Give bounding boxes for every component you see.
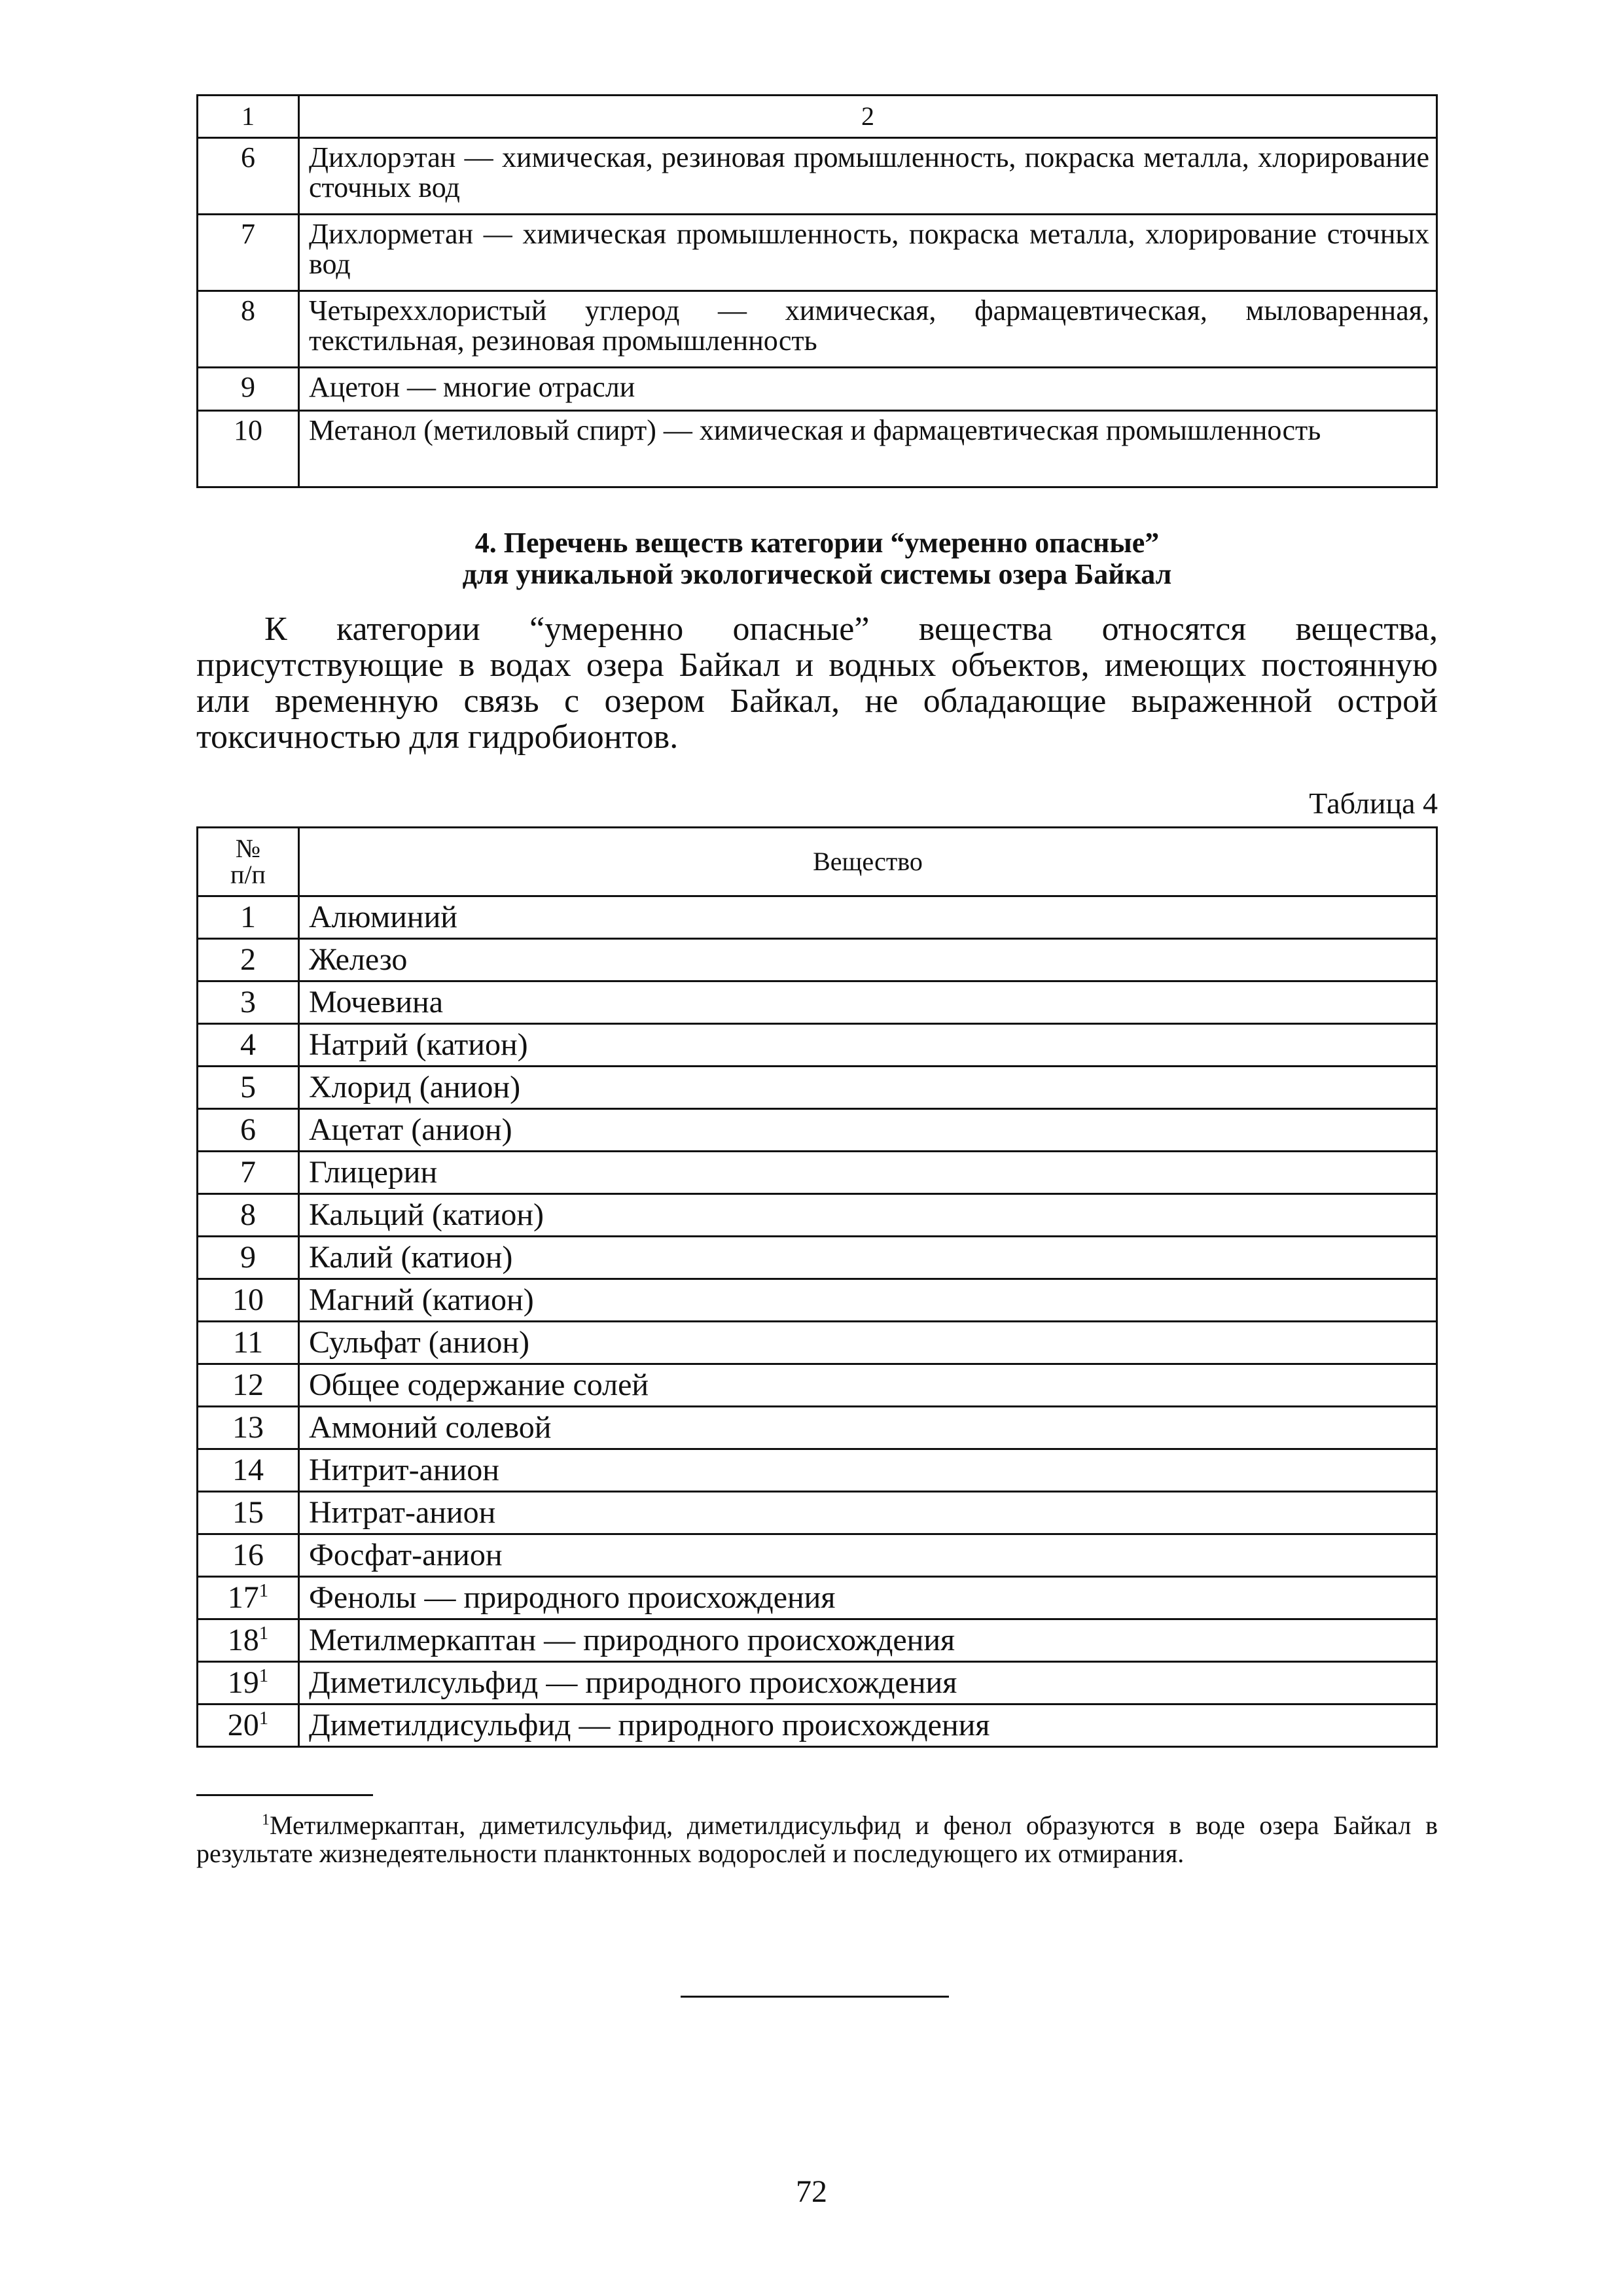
table-row [198, 1194, 1437, 1237]
footnote [196, 1811, 1438, 1867]
row-number [198, 1109, 299, 1152]
row-number-value: 4 [240, 1027, 256, 1062]
footnote-reference: 1 [259, 1623, 269, 1644]
substance-name: Диметилсульфид — природного происхождения [299, 1662, 1437, 1704]
end-divider [681, 1996, 949, 1998]
table-row [198, 1279, 1437, 1322]
row-number: 10 [198, 411, 299, 487]
row-number [198, 1152, 299, 1194]
row-number [198, 1194, 299, 1237]
substance-name: Ацетат (анион) [299, 1109, 1437, 1152]
table-row [198, 215, 1437, 291]
row-number [198, 939, 299, 981]
row-number [198, 1322, 299, 1364]
substance-name: Магний (катион) [299, 1279, 1437, 1322]
substance-name: Нитрат-анион [299, 1492, 1437, 1534]
table-row [198, 1237, 1437, 1279]
table-row [198, 1449, 1437, 1492]
row-text: Дихлорметан — химическая промышленность, покраска металла, хлорирование сточных вод [299, 215, 1437, 291]
substance-name: Фосфат-анион [299, 1534, 1437, 1577]
row-number-value: 20 [227, 1708, 259, 1742]
row-text: Метанол (метиловый спирт) — химическая и фармацевтическая промышленность [299, 411, 1437, 487]
table-row [198, 1662, 1437, 1704]
row-number-value: 19 [227, 1665, 259, 1700]
substance-name: Кальций (катион) [299, 1194, 1437, 1237]
substance-name: Диметилдисульфид — природного происхождения [299, 1704, 1437, 1747]
substance-name: Нитрит-анион [299, 1449, 1437, 1492]
row-number-value: 2 [240, 942, 256, 977]
table-row [198, 1322, 1437, 1364]
continuation-table [196, 94, 1438, 488]
table-row [198, 1492, 1437, 1534]
footnote-divider [196, 1794, 373, 1796]
row-number: 8 [198, 291, 299, 368]
row-number-value: 18 [227, 1623, 259, 1657]
table-row [198, 939, 1437, 981]
row-number [198, 1577, 299, 1619]
table-row [198, 368, 1437, 411]
substance-name: Общее содержание солей [299, 1364, 1437, 1407]
row-number: 7 [198, 215, 299, 291]
row-number [198, 1364, 299, 1407]
substance-name: Калий (катион) [299, 1237, 1437, 1279]
table-caption: Таблица 4 [1309, 786, 1438, 820]
footnote-text: Метилмеркаптан, диметилсульфид, диметилдисульфид и фенол образуются в воде озера Байкал в результате жизнедеятельности планктонных водорослей и последующего их отмирания. [196, 1810, 1438, 1868]
table-row [198, 1152, 1437, 1194]
table-row [198, 896, 1437, 939]
row-number [198, 1492, 299, 1534]
row-number [198, 896, 299, 939]
row-number-value: 15 [232, 1495, 264, 1530]
row-number [198, 1662, 299, 1704]
row-number-value: 11 [232, 1325, 264, 1360]
substance-name: Сульфат (анион) [299, 1322, 1437, 1364]
substance-name: Метилмеркаптан — природного происхождения [299, 1619, 1437, 1662]
substance-name: Глицерин [299, 1152, 1437, 1194]
row-number-value: 13 [232, 1410, 264, 1445]
footnote-reference: 1 [259, 1580, 269, 1601]
page-number: 72 [796, 2174, 827, 2209]
row-number-value: 6 [240, 1112, 256, 1147]
substance-name: Аммоний солевой [299, 1407, 1437, 1449]
continuation-table-header [198, 96, 1437, 138]
row-number [198, 1024, 299, 1067]
number-column-header [198, 828, 299, 896]
table-row [198, 1067, 1437, 1109]
row-number [198, 1534, 299, 1577]
row-number [198, 1704, 299, 1747]
number-abbrev: п/п [230, 860, 266, 889]
row-number-value: 3 [240, 985, 256, 1019]
table-row [198, 1407, 1437, 1449]
substance-name: Фенолы — природного происхождения [299, 1577, 1437, 1619]
substance-column-header: Вещество [299, 828, 1437, 896]
row-number [198, 1407, 299, 1449]
table-row [198, 1364, 1437, 1407]
row-number-value: 9 [240, 1240, 256, 1275]
row-number: 6 [198, 138, 299, 215]
row-text: Дихлорэтан — химическая, резиновая промышленность, покраска металла, хлорирование сточных вод [299, 138, 1437, 215]
row-number [198, 1067, 299, 1109]
intro-paragraph: К категории “умеренно опасные” вещества относятся вещества, присутствующие в водах озера Байкал и водных объектов, имеющих постоянную или временную связь с озером Байкал, не обладающие выраженной острой токсичностью для гидробионтов. [196, 610, 1438, 756]
row-number-value: 14 [232, 1453, 264, 1487]
row-number-value: 16 [232, 1538, 264, 1572]
section-heading-line: 4. Перечень веществ категории “умеренно опасные” [474, 527, 1160, 559]
row-number-value: 1 [240, 900, 256, 934]
number-sign: № [235, 834, 261, 863]
section-heading-line: для уникальной экологической системы озера Байкал [462, 558, 1172, 590]
footnote-marker: 1 [262, 1811, 270, 1829]
row-number [198, 981, 299, 1024]
section-heading [196, 527, 1438, 590]
table-row [198, 1024, 1437, 1067]
footnote-reference: 1 [259, 1708, 269, 1729]
substance-name: Железо [299, 939, 1437, 981]
row-text: Четыреххлористый углерод — химическая, фармацевтическая, мыловаренная, текстильная, резиновая промышленность [299, 291, 1437, 368]
row-number-value: 7 [240, 1155, 256, 1190]
substances-table-header [198, 828, 1437, 896]
substances-table [196, 826, 1438, 1748]
substance-name: Мочевина [299, 981, 1437, 1024]
table-row [198, 1619, 1437, 1662]
table-row [198, 1109, 1437, 1152]
table-row [198, 1577, 1437, 1619]
substance-name: Алюминий [299, 896, 1437, 939]
row-number: 9 [198, 368, 299, 411]
footnote-reference: 1 [259, 1665, 269, 1686]
row-number-value: 12 [232, 1368, 264, 1402]
column-text-header: 2 [299, 96, 1437, 138]
row-number-value: 17 [227, 1580, 259, 1615]
row-number [198, 1279, 299, 1322]
row-number [198, 1449, 299, 1492]
row-number [198, 1237, 299, 1279]
row-number-value: 5 [240, 1070, 256, 1104]
row-text: Ацетон — многие отрасли [299, 368, 1437, 411]
row-number [198, 1619, 299, 1662]
row-number-value: 10 [232, 1282, 264, 1317]
table-row [198, 1534, 1437, 1577]
table-row [198, 138, 1437, 215]
table-row [198, 1704, 1437, 1747]
column-number-header: 1 [198, 96, 299, 138]
table-row [198, 291, 1437, 368]
substance-name: Хлорид (анион) [299, 1067, 1437, 1109]
row-number-value: 8 [240, 1197, 256, 1232]
table-row [198, 411, 1437, 487]
substance-name: Натрий (катион) [299, 1024, 1437, 1067]
table-row [198, 981, 1437, 1024]
substances-table-body [198, 896, 1437, 1747]
